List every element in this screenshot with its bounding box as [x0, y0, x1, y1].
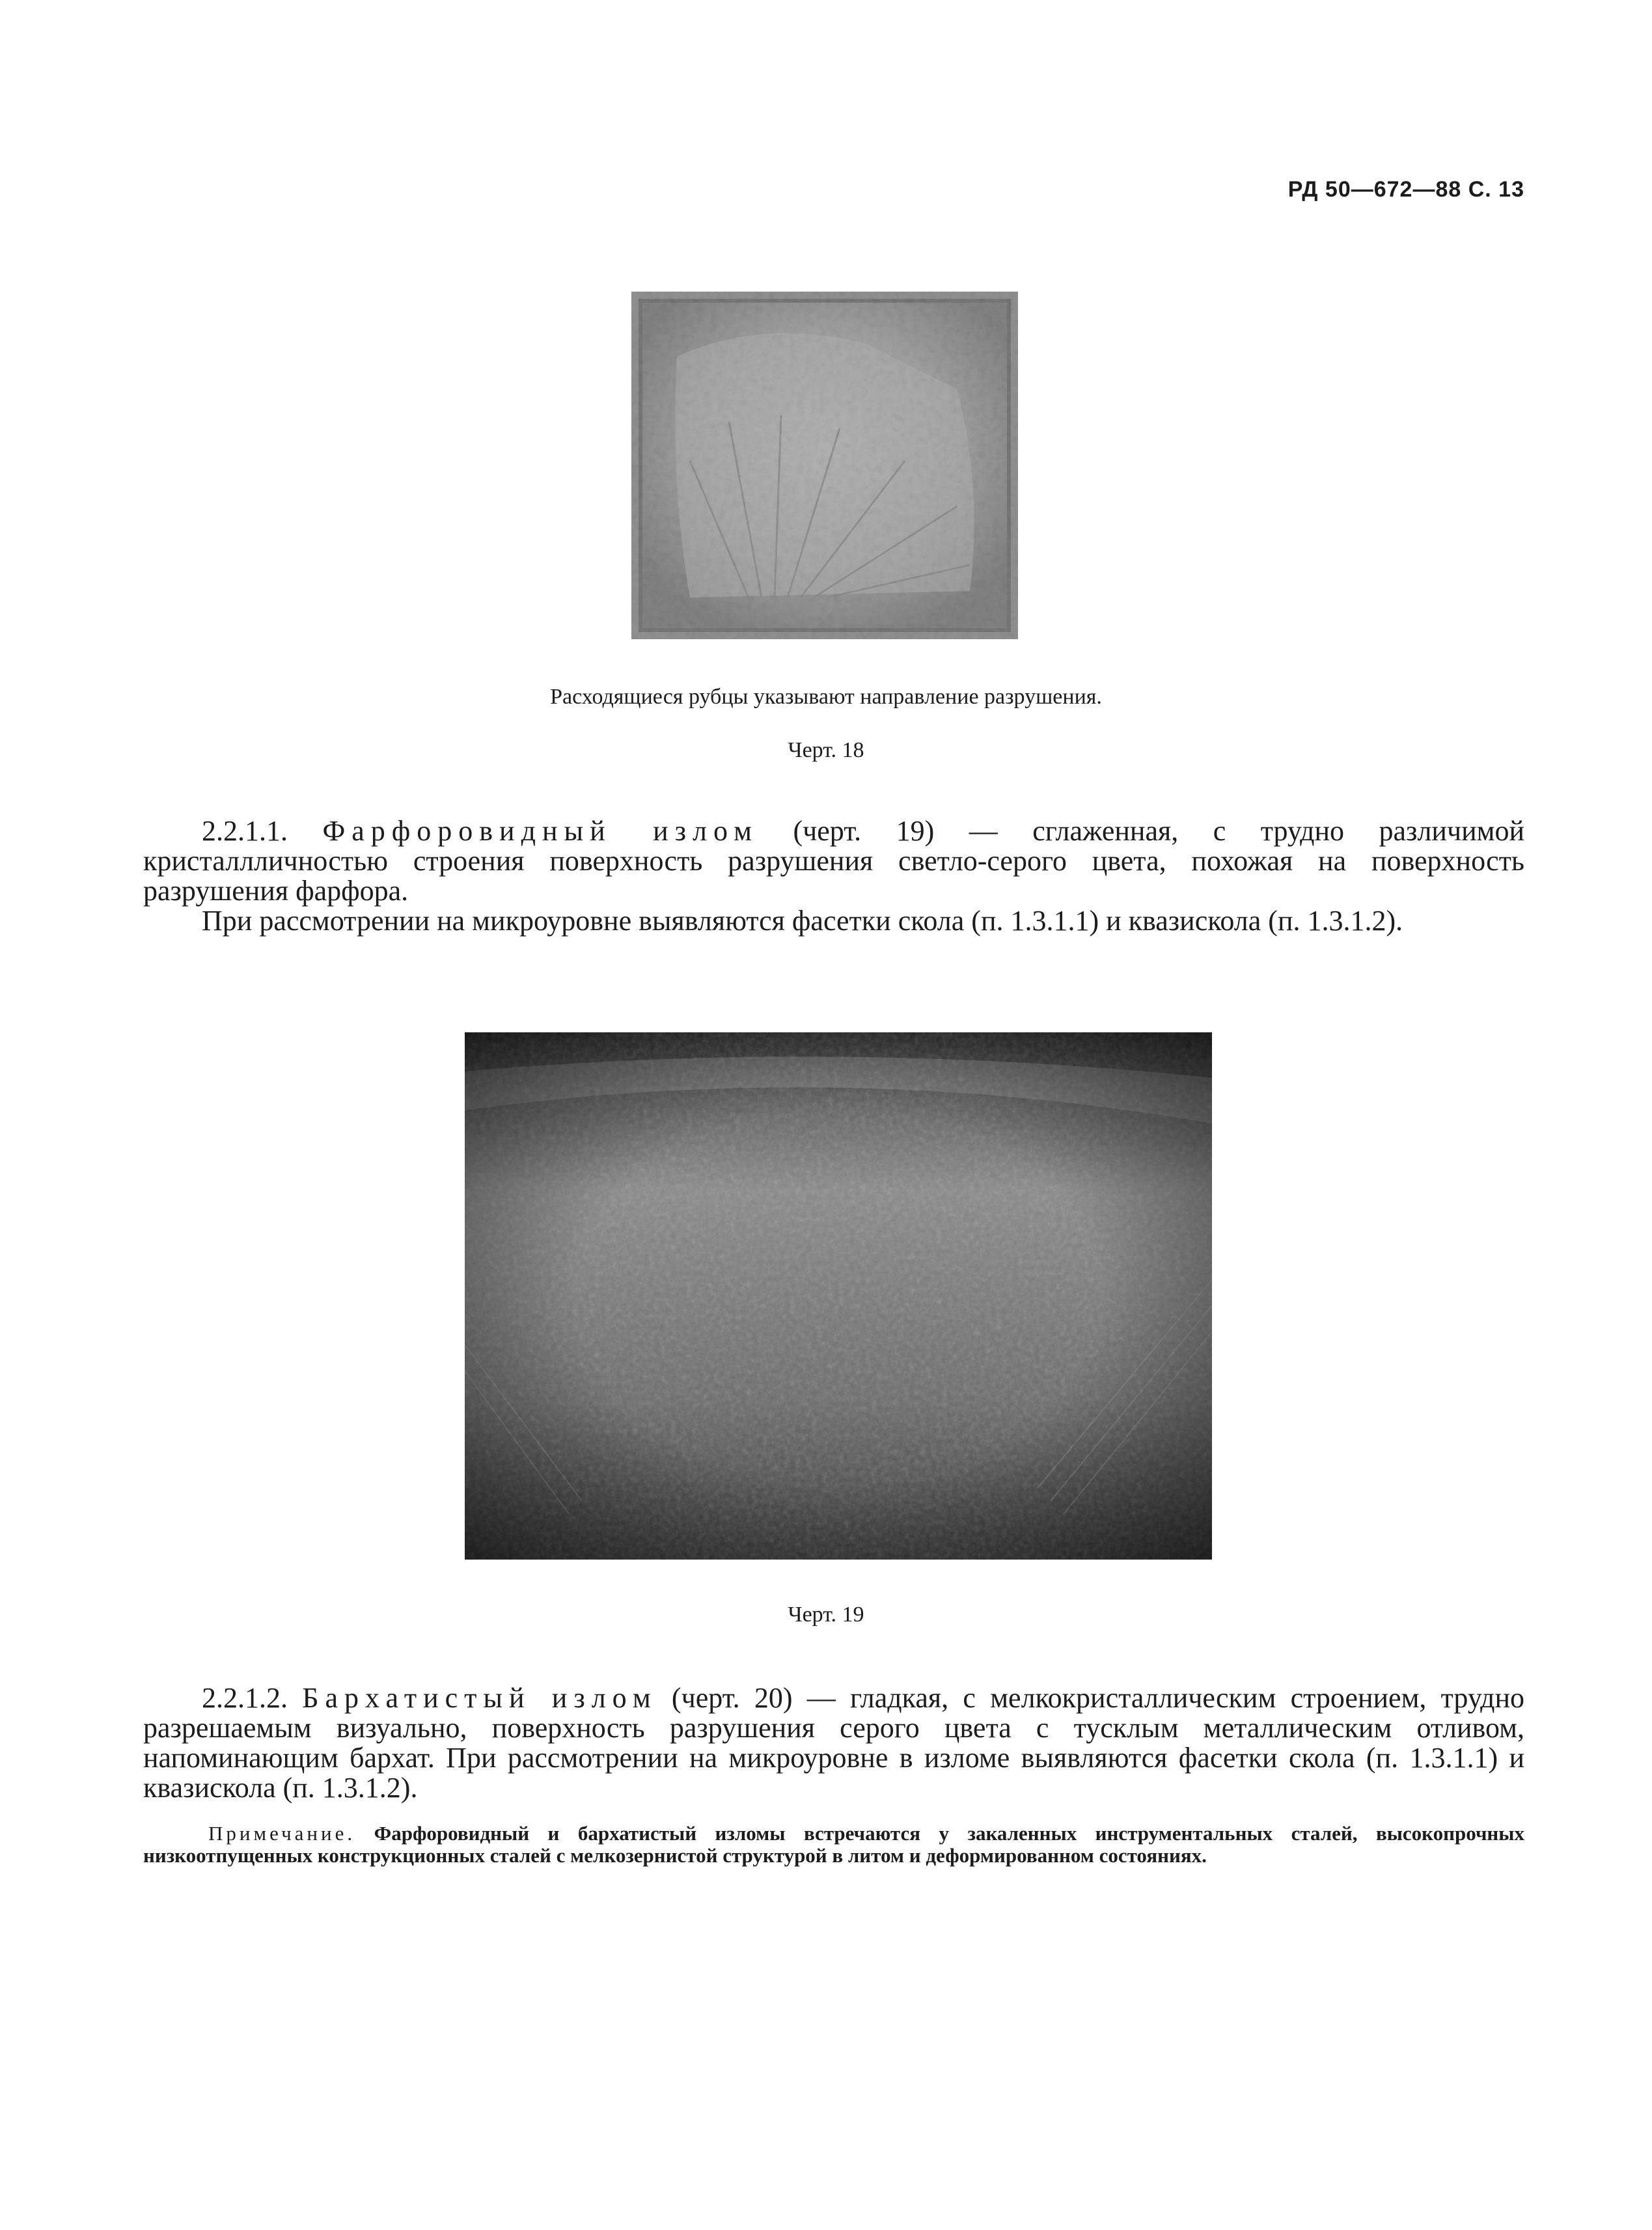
- section-2212-term: Бархатистый излом: [302, 1682, 657, 1714]
- figure-18-caption: Расходящиеся рубцы указывают направление разрушения.: [550, 685, 1102, 709]
- section-2212-text: (черт. 20) — гладкая, с мелкокристаллическим строением, трудно разрешаемым визуально, поверхность разрушения серого цвета с тусклым металлическим отливом, напоминающим бархат. При рассмотрении на микроуровне в изломе выявляются фасетки скола (п. 1.3.1.1) и квазискола (п. 1.3.1.2).: [143, 1682, 1525, 1804]
- section-2211-text: (черт. 19) — сглаженная, с трудно различимой кристаллличностью строения поверхность разрушения светло-серого цвета, похожая на поверхность разрушения фарфора.: [143, 815, 1525, 907]
- figure-19-label: Черт. 19: [788, 1603, 864, 1627]
- note-paragraph: [143, 1823, 1524, 1867]
- section-2211-term: Фарфоровидный излом: [322, 815, 759, 847]
- section-2211-text-2: При рассмотрении на микроуровне выявляются фасетки скола (п. 1.3.1.1) и квазискола (п. 1.3.1.2).: [202, 905, 1403, 937]
- section-2212-paragraph: [143, 1683, 1524, 1803]
- figure-18-photo: [631, 292, 1018, 639]
- section-2211-paragraph: [143, 816, 1524, 906]
- section-2212-number: 2.2.1.2.: [202, 1682, 288, 1714]
- note-text: Фарфоровидный и бархатистый изломы встречаются у закаленных инструментальных сталей, высокопрочных низкоотпущенных конструкционных сталей с мелкозернистой структурой в литом и деформированном состояниях.: [143, 1822, 1524, 1867]
- page-header: РД 50—672—88 С. 13: [1287, 177, 1524, 202]
- figure-19-photo: [465, 1032, 1212, 1560]
- figure-18-label: Черт. 18: [788, 738, 864, 762]
- note-label: Примечание.: [208, 1822, 356, 1845]
- section-2211-paragraph-2: [143, 906, 1524, 936]
- section-2211-number: 2.2.1.1.: [202, 815, 288, 847]
